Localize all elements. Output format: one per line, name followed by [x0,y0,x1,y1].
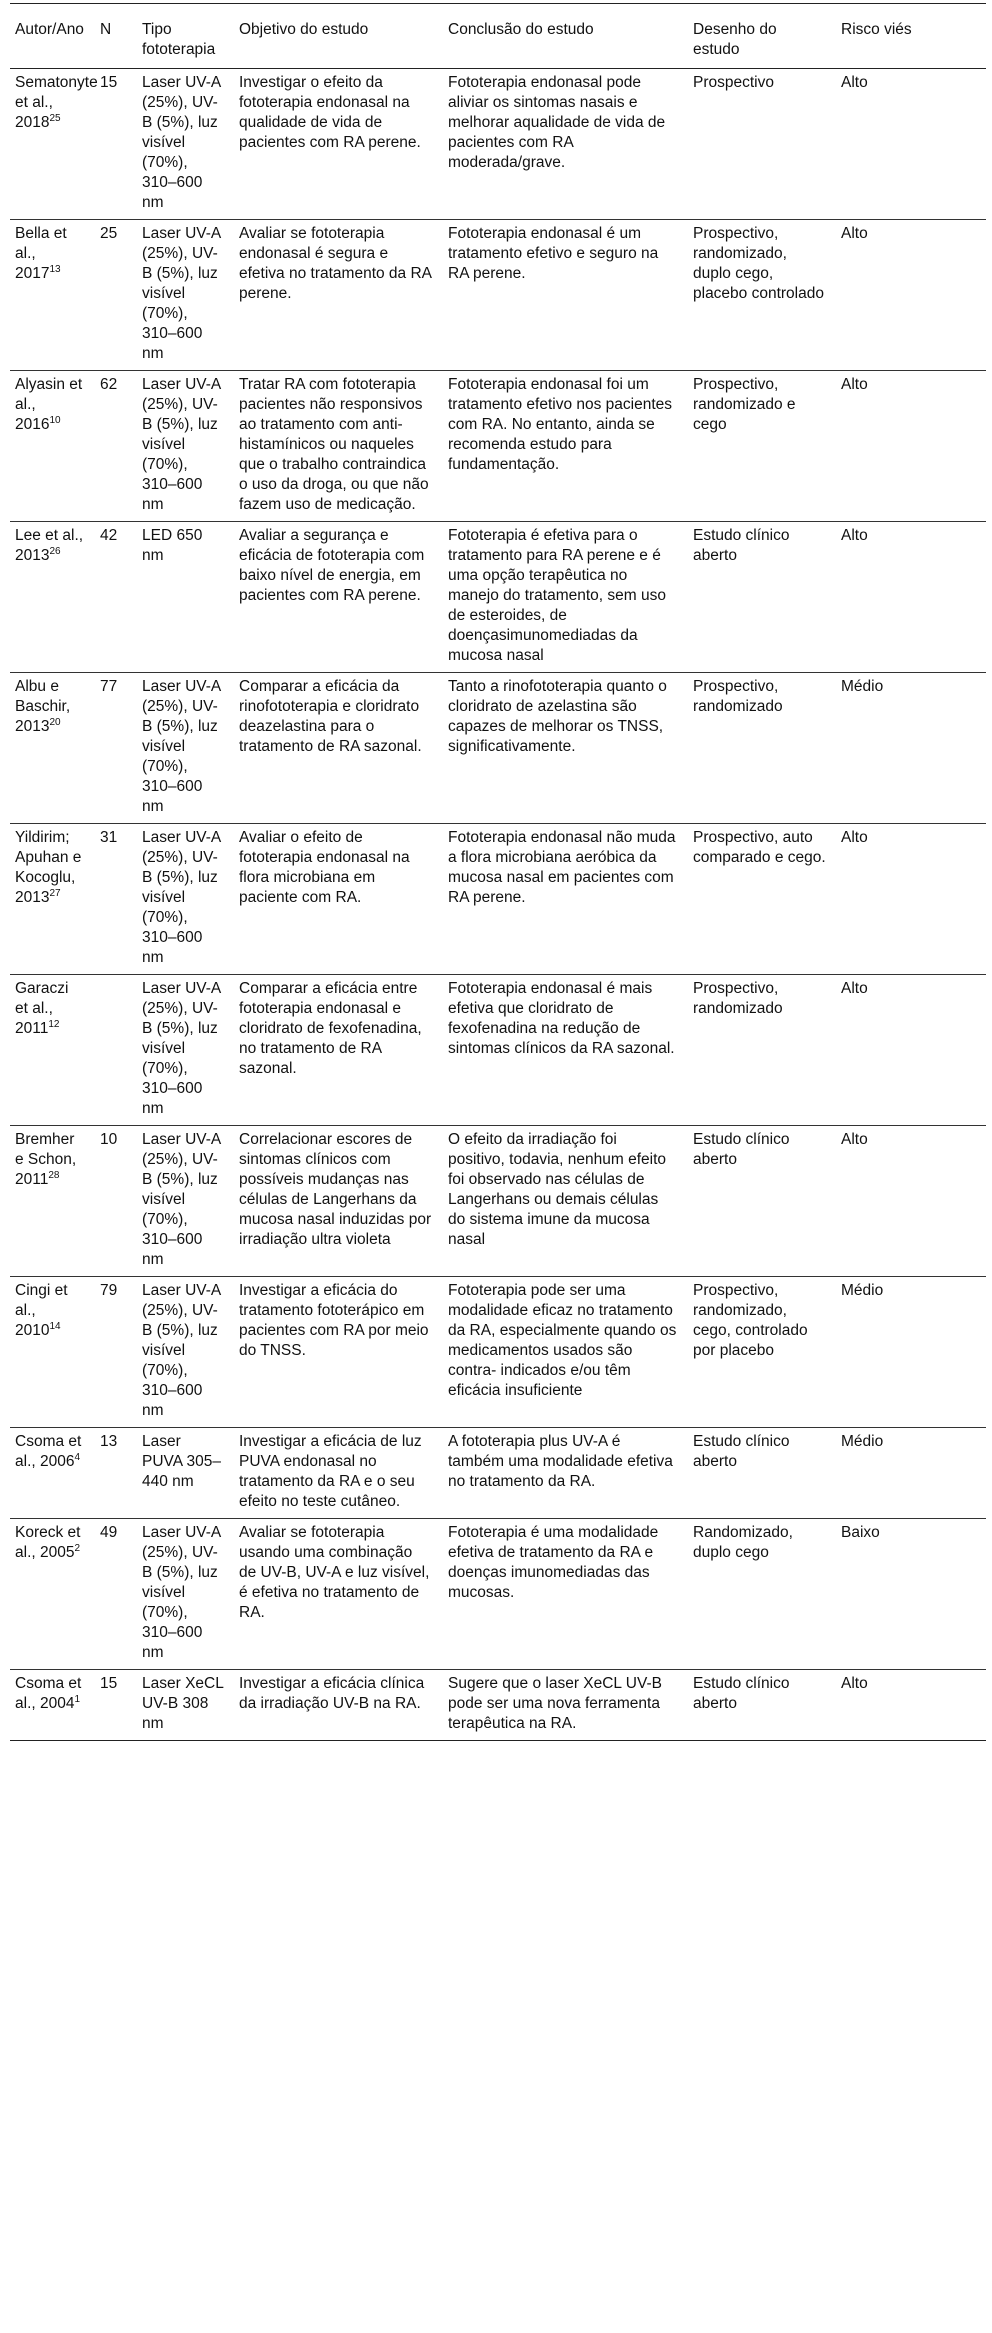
reference-number: 13 [49,263,61,275]
objective-cell: Avaliar se fototerapia endonasal é segura e efetiva no tratamento da RA perene. [234,220,443,371]
risk-cell: Baixo [836,1519,986,1670]
n-cell: 25 [95,220,137,371]
n-cell: 15 [95,69,137,220]
risk-cell: Alto [836,69,986,220]
reference-number: 2 [74,1542,81,1554]
reference-number: 27 [49,887,61,899]
reference-number: 10 [49,414,61,426]
phototherapy-type-cell: Laser UV-A (25%), UV-B (5%), luz visível (70%), 310–600 nm [137,220,234,371]
conclusion-cell: Sugere que o laser XeCL UV-B pode ser uma nova ferramenta terapêutica na RA. [443,1670,688,1741]
table-row [10,1519,986,1670]
objective-cell: Investigar a eficácia clínica da irradiação UV-B na RA. [234,1670,443,1741]
author-text: Albu e Baschir, 2013 [15,678,71,735]
table-row [10,975,986,1126]
header-risk: Risco viés [836,4,986,69]
header-type: Tipo fototerapia [137,4,234,69]
objective-cell: Tratar RA com fototerapia pacientes não responsivos ao tratamento com anti-histamínicos ou naqueles que o trabalho contraindica o uso da droga, ou que não fazem uso de medicação. [234,371,443,522]
objective-cell: Avaliar o efeito de fototerapia endonasal na flora microbiana em paciente com RA. [234,824,443,975]
author-cell [10,975,95,1126]
header-conclusion: Conclusão do estudo [443,4,688,69]
objective-cell: Comparar a eficácia da rinofototerapia e cloridrato deazelastina para o tratamento de RA sazonal. [234,673,443,824]
conclusion-cell: Fototerapia pode ser uma modalidade eficaz no tratamento da RA, especialmente quando os medicamentos usados são contra- indicados e/ou têm eficácia insuficiente [443,1277,688,1428]
design-cell: Prospectivo, randomizado e cego [688,371,836,522]
author-text: Bella et al., 2017 [15,225,67,282]
objective-cell: Avaliar se fototerapia usando uma combinação de UV-B, UV-A e luz visível, é efetiva no tratamento de RA. [234,1519,443,1670]
phototherapy-type-cell: Laser UV-A (25%), UV-B (5%), luz visível (70%), 310–600 nm [137,824,234,975]
author-text: Sematonyte et al., 2018 [15,74,98,131]
table-row [10,1126,986,1277]
phototherapy-type-cell: Laser UV-A (25%), UV-B (5%), luz visível (70%), 310–600 nm [137,1126,234,1277]
table-row [10,1670,986,1741]
objective-cell: Avaliar a segurança e eficácia de fototerapia com baixo nível de energia, em pacientes com RA perene. [234,522,443,673]
design-cell: Prospectivo [688,69,836,220]
author-cell [10,69,98,220]
author-text: Csoma et al., 2006 [15,1433,82,1470]
risk-cell: Alto [836,522,986,673]
design-cell: Estudo clínico aberto [688,1126,836,1277]
n-cell: 79 [95,1277,137,1428]
conclusion-cell: Fototerapia endonasal não muda a flora microbiana aeróbica da mucosa nasal em pacientes com RA perene. [443,824,688,975]
phototherapy-type-cell: Laser UV-A (25%), UV-B (5%), luz visível (70%), 310–600 nm [137,1277,234,1428]
n-cell: 15 [95,1670,137,1741]
author-cell [10,824,95,975]
reference-number: 25 [49,112,61,124]
risk-cell: Alto [836,824,986,975]
author-text: Lee et al., 2013 [15,527,84,564]
conclusion-cell: Fototerapia endonasal é mais efetiva que cloridrato de fexofenadina na redução de sintomas clínicos da RA sazonal. [443,975,688,1126]
reference-number: 26 [49,545,61,557]
design-cell: Estudo clínico aberto [688,1670,836,1741]
conclusion-cell: Fototerapia é uma modalidade efetiva de tratamento da RA e doenças imunomediadas das mucosas. [443,1519,688,1670]
author-text: Yildirim; Apuhan e Kocoglu, 2013 [15,829,82,906]
design-cell: Prospectivo, randomizado [688,975,836,1126]
objective-cell: Investigar a eficácia de luz PUVA endonasal no tratamento da RA e o seu efeito no teste cutâneo. [234,1428,443,1519]
conclusion-cell: O efeito da irradiação foi positivo, todavia, nenhum efeito foi observado nas células de Langerhans ou demais células do sistema imune da mucosa nasal [443,1126,688,1277]
table-body [10,69,986,1741]
n-cell: 49 [95,1519,137,1670]
risk-cell: Médio [836,1277,986,1428]
conclusion-cell: A fototerapia plus UV-A é também uma modalidade efetiva no tratamento da RA. [443,1428,688,1519]
author-text: Csoma et al., 2004 [15,1675,82,1712]
author-text: Bremher e Schon, 2011 [15,1131,77,1188]
objective-cell: Investigar o efeito da fototerapia endonasal na qualidade de vida de pacientes com RA perene. [234,69,443,220]
table-row [10,1428,986,1519]
design-cell: Randomizado, duplo cego [688,1519,836,1670]
author-cell [10,1670,95,1741]
n-cell: 10 [95,1126,137,1277]
author-cell [10,371,95,522]
reference-number: 28 [48,1169,60,1181]
phototherapy-type-cell: Laser UV-A (25%), UV-B (5%), luz visível (70%), 310–600 nm [137,69,234,220]
table-row [10,371,986,522]
design-cell: Estudo clínico aberto [688,1428,836,1519]
reference-number: 14 [49,1320,61,1332]
design-cell: Prospectivo, auto comparado e cego. [688,824,836,975]
conclusion-cell: Fototerapia endonasal pode aliviar os sintomas nasais e melhorar aqualidade de vida de pacientes com RA moderada/grave. [443,69,688,220]
n-cell: 13 [95,1428,137,1519]
header-author: Autor/Ano [10,4,95,69]
header-n: N [95,4,137,69]
header-row [10,4,986,69]
conclusion-cell: Fototerapia endonasal é um tratamento efetivo e seguro na RA perene. [443,220,688,371]
objective-cell: Correlacionar escores de sintomas clínicos com possíveis mudanças nas células de Langerhans da mucosa nasal induzidas por irradiação ultra violeta [234,1126,443,1277]
phototherapy-type-cell: Laser UV-A (25%), UV-B (5%), luz visível (70%), 310–600 nm [137,975,234,1126]
phototherapy-type-cell: Laser UV-A (25%), UV-B (5%), luz visível (70%), 310–600 nm [137,371,234,522]
author-text: Koreck et al., 2005 [15,1524,81,1561]
risk-cell: Alto [836,371,986,522]
table-row [10,220,986,371]
conclusion-cell: Tanto a rinofototerapia quanto o cloridrato de azelastina são capazes de melhorar os TNSS, significativamente. [443,673,688,824]
table-header [10,4,986,69]
objective-cell: Investigar a eficácia do tratamento fototerápico em pacientes com RA por meio do TNSS. [234,1277,443,1428]
phototherapy-type-cell: Laser XeCL UV-B 308 nm [137,1670,234,1741]
n-cell: 31 [95,824,137,975]
author-cell [10,220,95,371]
risk-cell: Médio [836,1428,986,1519]
reference-number: 4 [74,1451,81,1463]
phototherapy-type-cell: Laser UV-A (25%), UV-B (5%), luz visível (70%), 310–600 nm [137,673,234,824]
reference-number: 12 [48,1018,60,1030]
author-cell [10,1277,95,1428]
conclusion-cell: Fototerapia é efetiva para o tratamento para RA perene e é uma opção terapêutica no manejo do tratamento, sem uso de esteroides, de doençasimunomediadas da mucosa nasal [443,522,688,673]
header-design: Desenho do estudo [688,4,836,69]
n-cell: 42 [95,522,137,673]
author-cell [10,673,95,824]
studies-table [10,3,986,1741]
risk-cell: Médio [836,673,986,824]
author-text: Alyasin et al., 2016 [15,376,83,433]
author-cell [10,1519,95,1670]
n-cell: 62 [95,371,137,522]
author-text: Cingi et al., 2010 [15,1282,68,1339]
table-row [10,522,986,673]
header-objective: Objetivo do estudo [234,4,443,69]
table-row [10,673,986,824]
reference-number: 1 [74,1693,81,1705]
design-cell: Prospectivo, randomizado, cego, controlado por placebo [688,1277,836,1428]
author-cell [10,1126,95,1277]
risk-cell: Alto [836,1126,986,1277]
phototherapy-type-cell: LED 650 nm [137,522,234,673]
risk-cell: Alto [836,1670,986,1741]
design-cell: Estudo clínico aberto [688,522,836,673]
design-cell: Prospectivo, randomizado [688,673,836,824]
n-cell: 77 [95,673,137,824]
phototherapy-type-cell: Laser UV-A (25%), UV-B (5%), luz visível (70%), 310–600 nm [137,1519,234,1670]
n-cell [95,975,137,1126]
author-cell [10,1428,95,1519]
objective-cell: Comparar a eficácia entre fototerapia endonasal e cloridrato de fexofenadina, no tratamento de RA sazonal. [234,975,443,1126]
phototherapy-type-cell: Laser PUVA 305–440 nm [137,1428,234,1519]
table-row [10,824,986,975]
design-cell: Prospectivo, randomizado, duplo cego, placebo controlado [688,220,836,371]
author-text: Garaczi et al., 2011 [15,980,69,1037]
risk-cell: Alto [836,975,986,1126]
table-row [10,1277,986,1428]
risk-cell: Alto [836,220,986,371]
conclusion-cell: Fototerapia endonasal foi um tratamento efetivo nos pacientes com RA. No entanto, ainda se recomenda estudo para fundamentação. [443,371,688,522]
table-row [10,69,986,220]
reference-number: 20 [49,716,61,728]
author-cell [10,522,95,673]
